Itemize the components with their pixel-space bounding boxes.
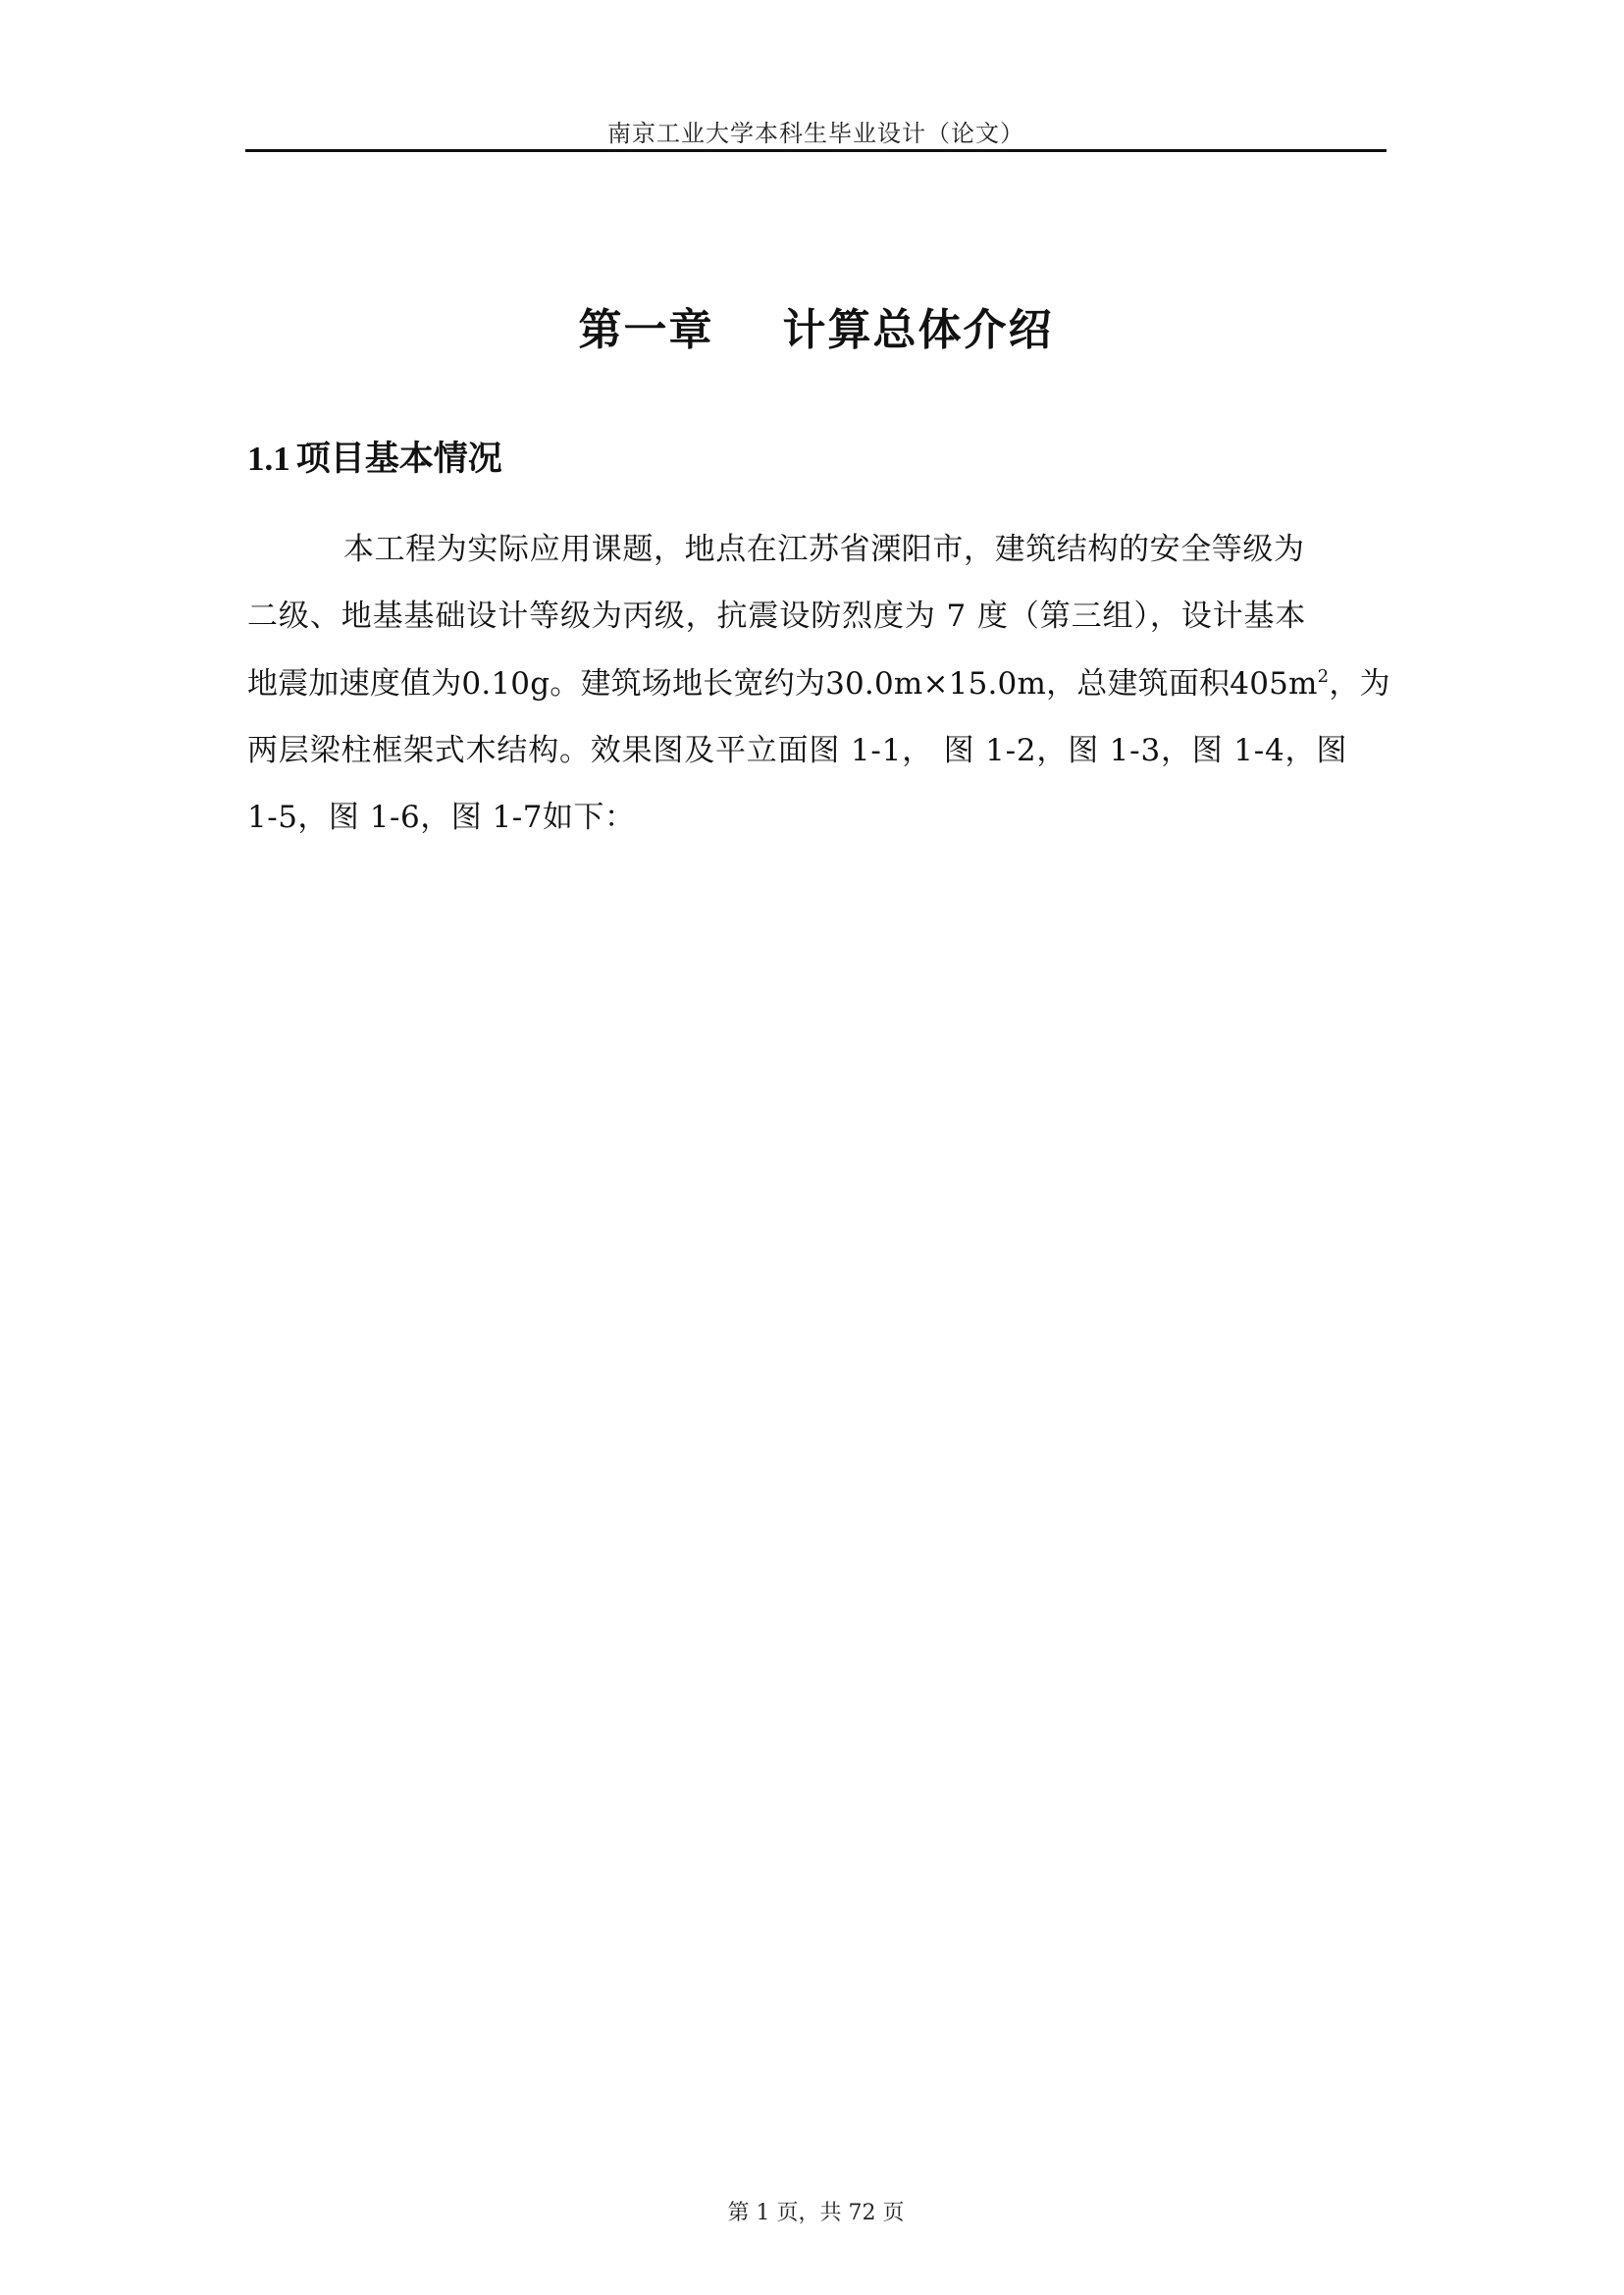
paragraph-line-5: 1-5，图 1-6，图 1-7如下： <box>247 800 636 835</box>
chapter-title <box>245 294 1387 357</box>
page-number-footer: 第 1 页，共 72 页 <box>727 2201 905 2225</box>
paragraph-line-1: 本工程为实际应用课题，地点在江苏省溧阳市，建筑结构的安全等级为 <box>343 532 1305 567</box>
paragraph-line-4: 两层梁柱框架式木结构。效果图及平立面图 1-1， 图 1-2，图 1-3，图 1-4，图 <box>247 733 1348 768</box>
running-header-title: 南京工业大学本科生毕业设计（论文） <box>607 120 1024 147</box>
paragraph-line-2: 二级、地基基础设计等级为丙级，抗震设防烈度为 7 度（第三组），设计基本 <box>247 599 1307 634</box>
chapter-number-label: 第一章 <box>578 305 714 355</box>
area-unit-superscript: 2 <box>1317 666 1330 687</box>
paragraph-line-3-text: 地震加速度值为0.10g。建筑场地长宽约为30.0m×15.0m，总建筑面积405m <box>247 666 1318 702</box>
section-number: 1.1 <box>247 440 290 478</box>
section-heading <box>247 432 502 481</box>
section-title: 项目基本情况 <box>295 440 502 479</box>
paragraph-line-3-tail: ，为 <box>1329 666 1390 702</box>
paragraph-line-3 <box>247 664 1390 704</box>
header-divider <box>245 149 1387 152</box>
chapter-title-text: 计算总体介绍 <box>782 305 1054 355</box>
